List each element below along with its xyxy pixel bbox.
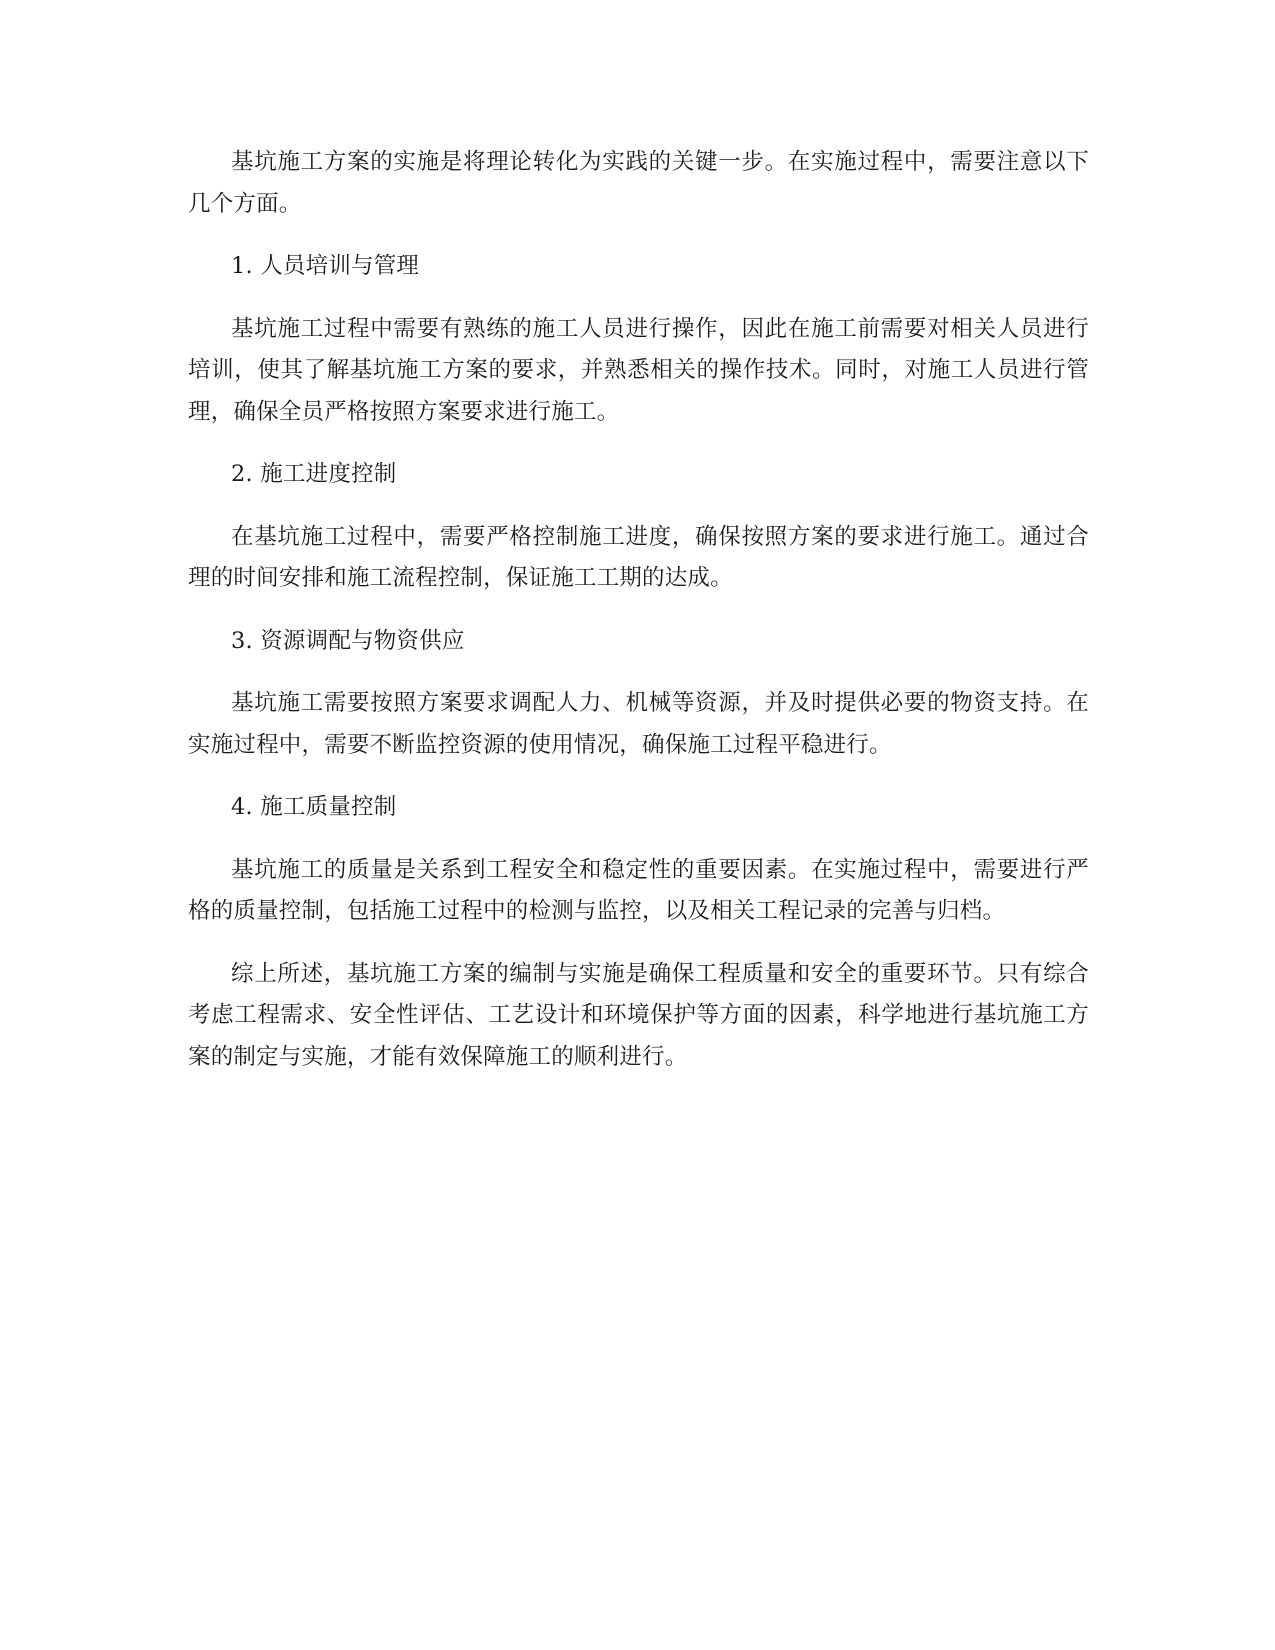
- section-heading-2: 2. 施工进度控制: [231, 461, 397, 487]
- section-paragraph-1: 基坑施工过程中需要有熟练的施工人员进行操作，因此在施工前需要对相关人员进行培训，使其了解基坑施工方案的要求，并熟悉相关的操作技术。同时，对施工人员进行管理，确保全员严格按照方案要求进行施工。: [188, 315, 1089, 425]
- document-body: [188, 142, 1089, 1099]
- section-paragraph-3: 基坑施工需要按照方案要求调配人力、机械等资源，并及时提供必要的物资支持。在实施过程中，需要不断监控资源的使用情况，确保施工过程平稳进行。: [188, 690, 1089, 758]
- intro-paragraph: 基坑施工方案的实施是将理论转化为实践的关键一步。在实施过程中，需要注意以下几个方面。: [188, 149, 1089, 217]
- section-paragraph-4: 基坑施工的质量是关系到工程安全和稳定性的重要因素。在实施过程中，需要进行严格的质量控制，包括施工过程中的检测与监控，以及相关工程记录的完善与归档。: [188, 856, 1089, 924]
- conclusion-paragraph: 综上所述，基坑施工方案的编制与实施是确保工程质量和安全的重要环节。只有综合考虑工程需求、安全性评估、工艺设计和环境保护等方面的因素，科学地进行基坑施工方案的制定与实施，才能有效保障施工的顺利进行。: [188, 960, 1089, 1070]
- section-heading-4: 4. 施工质量控制: [231, 794, 397, 820]
- section-heading-1: 1. 人员培训与管理: [231, 253, 420, 279]
- section-paragraph-2: 在基坑施工过程中，需要严格控制施工进度，确保按照方案的要求进行施工。通过合理的时间安排和施工流程控制，保证施工工期的达成。: [188, 523, 1089, 591]
- section-heading-3: 3. 资源调配与物资供应: [231, 627, 465, 654]
